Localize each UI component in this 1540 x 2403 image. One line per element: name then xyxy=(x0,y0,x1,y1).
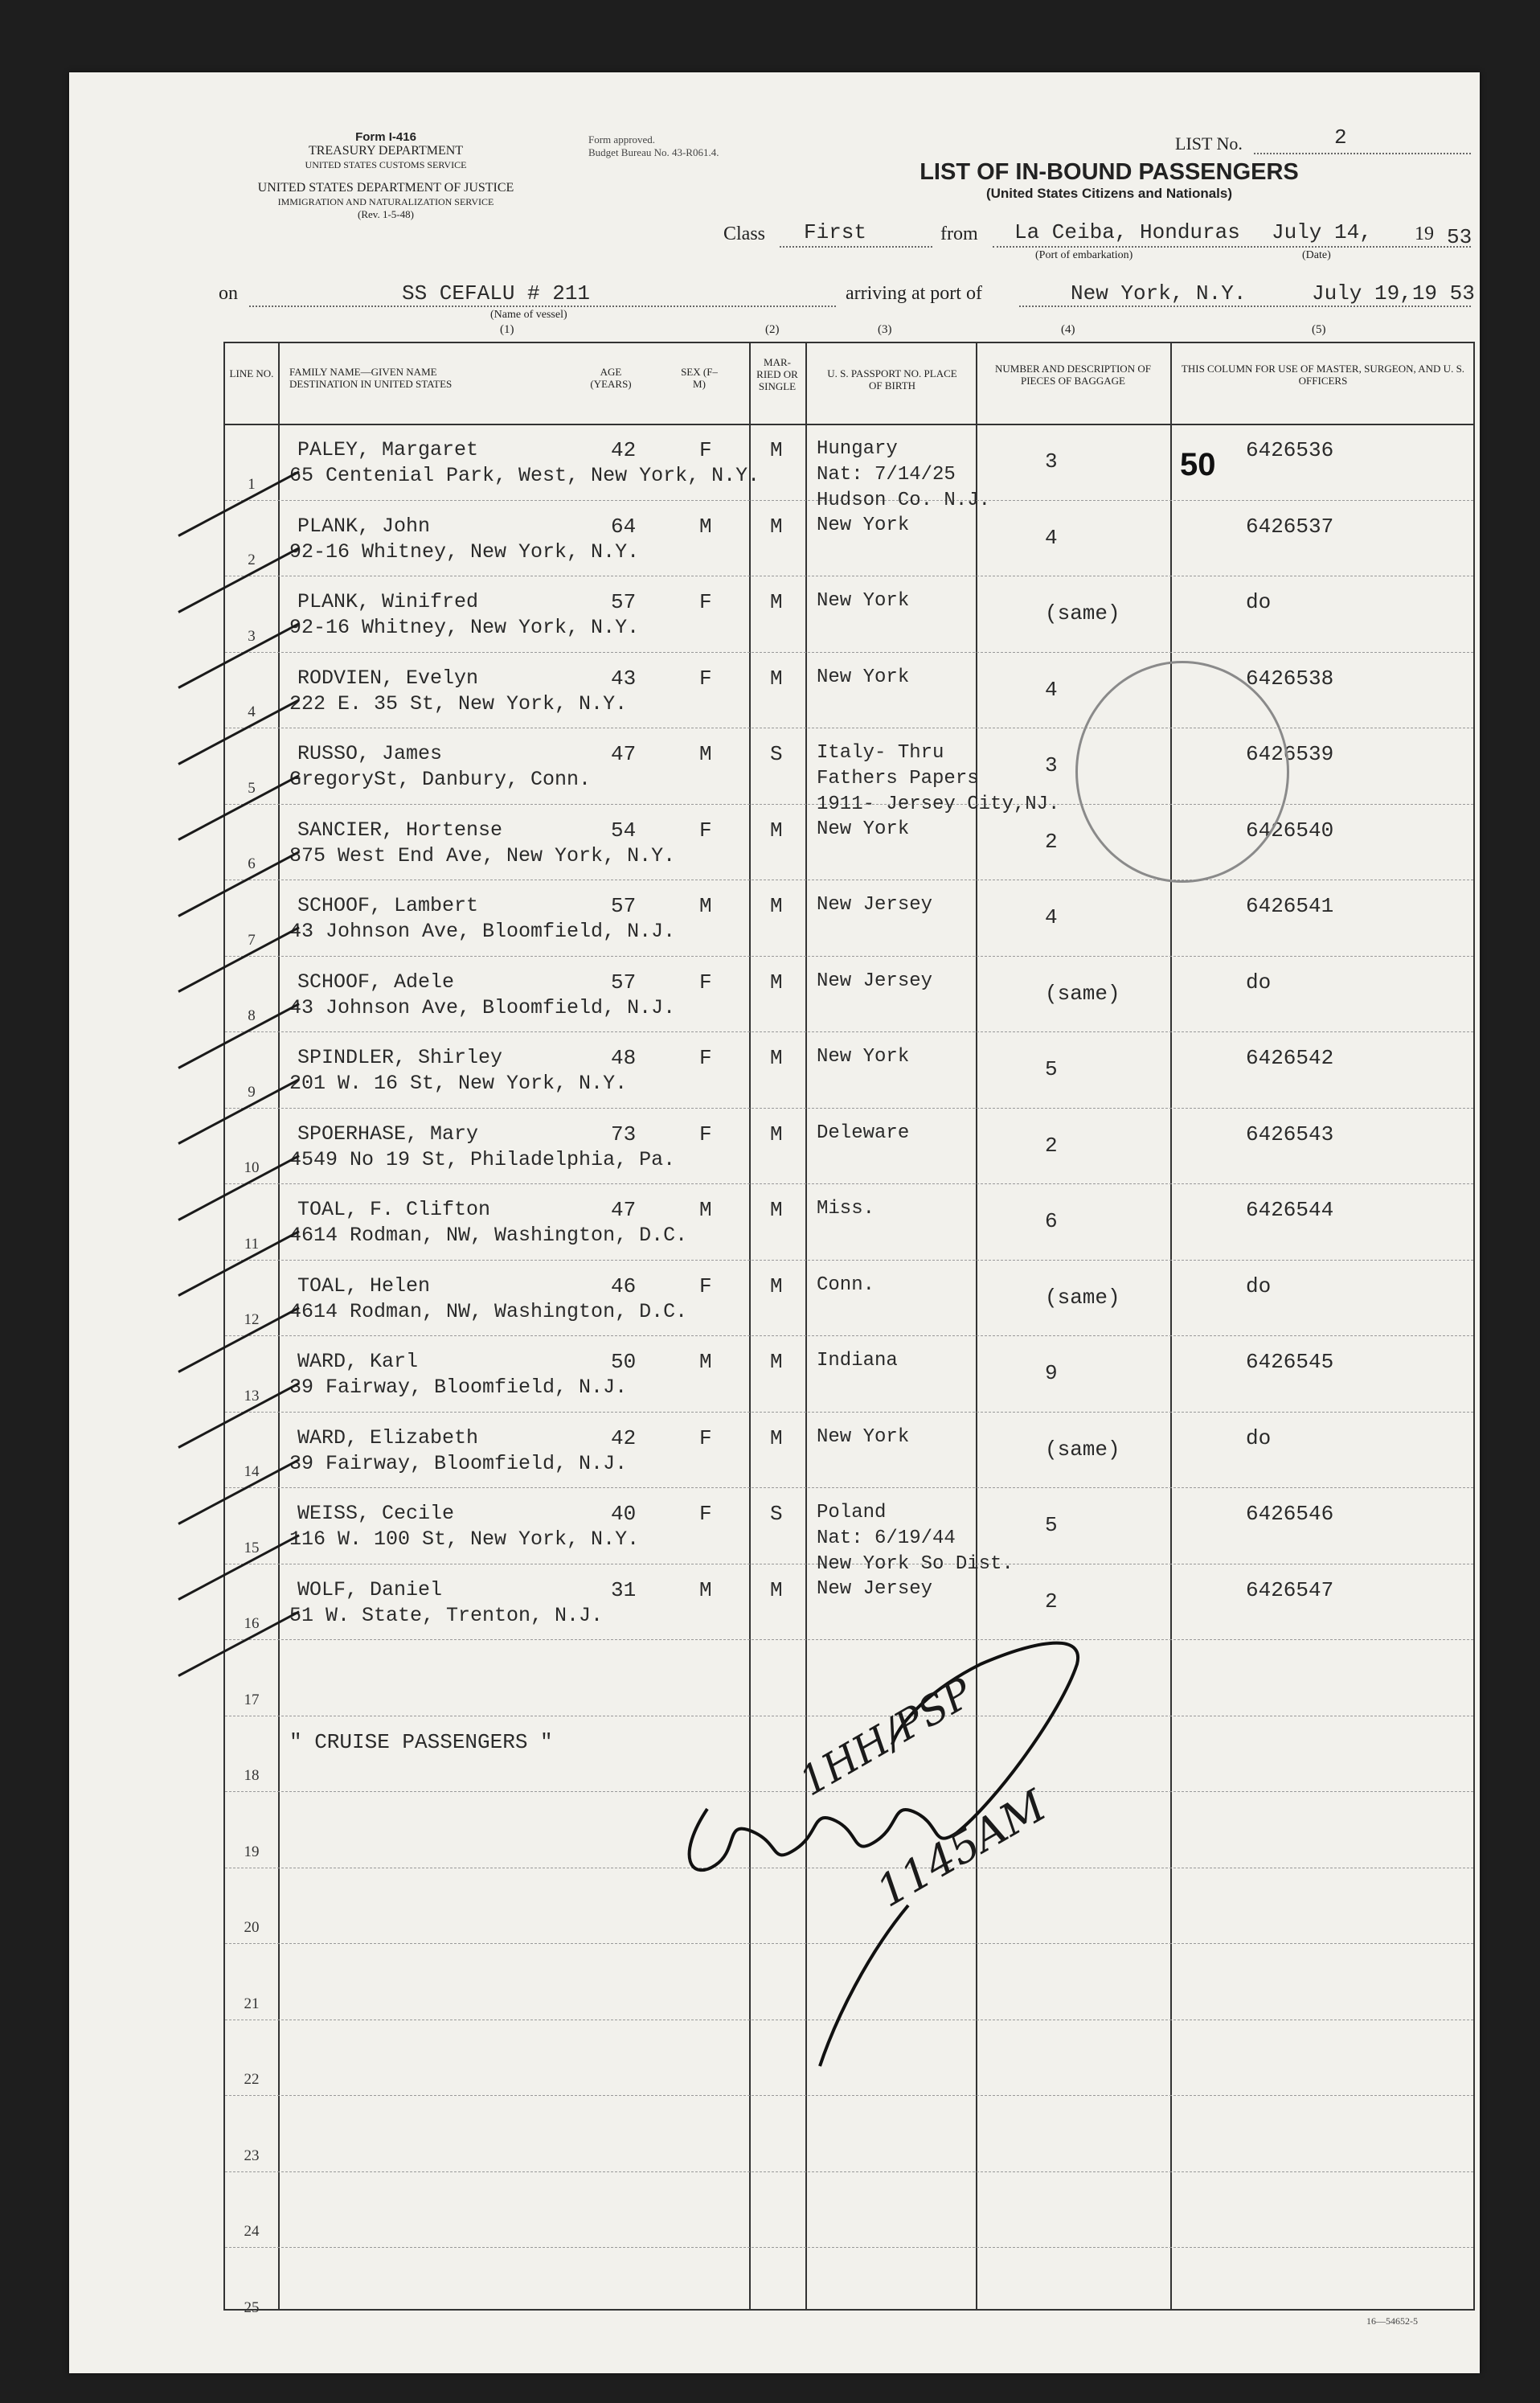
line-number: 20 xyxy=(244,1919,260,1936)
passenger-address: 43 Johnson Ave, Bloomfield, N.J. xyxy=(289,920,676,943)
class-value: First xyxy=(804,220,867,244)
marital-status: M xyxy=(770,894,783,918)
passenger-age: 57 xyxy=(611,894,637,918)
customs-service: UNITED STATES CUSTOMS SERVICE xyxy=(305,159,467,170)
passenger-sex: F xyxy=(699,1502,712,1526)
passenger-name: SPOERHASE, Mary xyxy=(297,1122,479,1146)
passenger-address: 222 E. 35 St, New York, N.Y. xyxy=(289,691,628,716)
birth-place: New York xyxy=(817,666,910,688)
revision: (Rev. 1-5-48) xyxy=(358,208,414,220)
list-no-label: LIST No. xyxy=(1175,133,1243,154)
table-row xyxy=(225,1502,1473,1578)
line-number: 4 xyxy=(248,703,256,720)
marital-status: M xyxy=(770,1122,783,1146)
handwritten-note-1: 1HH/PSP xyxy=(792,1669,981,1806)
birth-detail-2: Hudson Co. N.J. xyxy=(817,490,991,511)
line-number: 23 xyxy=(244,2147,260,2164)
baggage-count: 6 xyxy=(1045,1209,1058,1233)
signature-scribble xyxy=(659,1616,1141,2082)
table-row xyxy=(225,1046,1473,1122)
passenger-sex: F xyxy=(699,438,712,462)
port-embark-caption: (Port of embarkation) xyxy=(1035,249,1133,261)
birth-place: New Jersey xyxy=(817,1577,933,1600)
passenger-sex: M xyxy=(699,1198,712,1222)
line-number: 19 xyxy=(244,1843,260,1860)
birth-place: New Jersey xyxy=(817,970,933,992)
passenger-age: 47 xyxy=(611,1198,637,1222)
passenger-age: 48 xyxy=(611,1046,637,1070)
officer-code: do xyxy=(1246,1273,1272,1298)
passenger-address: 4614 Rodman, NW, Washington, D.C. xyxy=(289,1299,688,1323)
inspection-stamp xyxy=(1075,661,1289,883)
officer-code: 6426545 xyxy=(1246,1350,1334,1374)
passenger-address: 92-16 Whitney, New York, N.Y. xyxy=(289,616,640,639)
passenger-name: RUSSO, James xyxy=(297,742,443,765)
baggage-count: (same) xyxy=(1045,1437,1120,1462)
line-number: 16 xyxy=(244,1615,260,1632)
birth-place: Miss. xyxy=(817,1198,875,1220)
table-row xyxy=(225,515,1473,591)
passenger-sex: M xyxy=(699,1577,712,1602)
justice-department: UNITED STATES DEPARTMENT OF JUSTICE xyxy=(257,181,514,195)
vessel-line xyxy=(249,306,836,307)
marital-status: M xyxy=(770,1046,783,1070)
passenger-sex: F xyxy=(699,818,712,843)
passenger-address: GregorySt, Danbury, Conn. xyxy=(289,768,592,791)
passenger-sex: M xyxy=(699,894,712,918)
line-number: 14 xyxy=(244,1463,260,1480)
row-divider xyxy=(225,2095,1473,2096)
passenger-name: SCHOOF, Adele xyxy=(297,970,455,994)
embark-year: 53 xyxy=(1447,225,1472,249)
officer-code: 6426542 xyxy=(1246,1046,1334,1070)
marital-status: M xyxy=(770,1425,783,1450)
table-row xyxy=(225,438,1473,515)
col-num-1: (1) xyxy=(500,323,514,336)
birth-place: New York xyxy=(817,1046,910,1068)
passenger-name: WARD, Elizabeth xyxy=(297,1425,479,1450)
subtitle: (United States Citizens and Nationals) xyxy=(985,186,1233,201)
birth-place: Indiana xyxy=(817,1350,898,1372)
baggage-count: 4 xyxy=(1045,905,1058,929)
passenger-name: RODVIEN, Evelyn xyxy=(297,666,479,690)
birth-place: New York xyxy=(817,818,910,840)
arrival-date: July 19,19 53 xyxy=(1312,281,1475,306)
passenger-sex: F xyxy=(699,970,712,994)
passenger-address: 51 W. State, Trenton, N.J. xyxy=(289,1603,604,1627)
officer-code: do xyxy=(1246,590,1272,614)
passenger-sex: M xyxy=(699,1350,712,1374)
row-divider xyxy=(225,2171,1473,2172)
baggage-count: (same) xyxy=(1045,981,1120,1006)
officer-code: 6426544 xyxy=(1246,1198,1334,1222)
table-row xyxy=(225,590,1473,666)
title: LIST OF IN-BOUND PASSENGERS xyxy=(919,159,1299,185)
table-row xyxy=(225,1426,1473,1503)
passenger-name: SPINDLER, Shirley xyxy=(297,1046,503,1069)
line-number: 6 xyxy=(248,855,256,872)
passenger-address: 4549 No 19 St, Philadelphia, Pa. xyxy=(289,1147,676,1171)
passenger-address: 875 West End Ave, New York, N.Y. xyxy=(289,843,676,867)
birth-detail: Fathers Papers xyxy=(817,768,979,789)
passenger-sex: F xyxy=(699,1425,712,1450)
col-num-2: (2) xyxy=(765,323,780,336)
officer-code: do xyxy=(1246,1425,1272,1450)
table-row xyxy=(225,1350,1473,1426)
birth-place: New Jersey xyxy=(817,894,933,916)
line-number: 3 xyxy=(248,627,256,645)
line-number: 2 xyxy=(248,552,256,568)
baggage-count: 9 xyxy=(1045,1361,1058,1385)
table-row xyxy=(225,970,1473,1047)
marital-status: M xyxy=(770,514,783,539)
passenger-age: 43 xyxy=(611,666,637,691)
line-number: 13 xyxy=(244,1387,260,1404)
passenger-sex: F xyxy=(699,590,712,614)
immigration-service: IMMIGRATION AND NATURALIZATION SERVICE xyxy=(277,196,494,207)
passenger-name: WOLF, Daniel xyxy=(297,1577,443,1601)
birth-detail-2: 1911- Jersey City,NJ. xyxy=(817,793,1060,815)
col-header-name xyxy=(289,366,498,390)
from-line xyxy=(993,246,1471,248)
line-number: 8 xyxy=(248,1007,256,1024)
marital-status: M xyxy=(770,970,783,994)
form-header-left xyxy=(201,130,571,221)
table-row xyxy=(225,1274,1473,1351)
birth-place: Italy- Thru xyxy=(817,742,944,764)
baggage-count: 4 xyxy=(1045,525,1058,550)
line-number: 1 xyxy=(248,475,256,493)
col-header-age: AGE (YEARS) xyxy=(590,366,632,390)
passenger-name: PLANK, Winifred xyxy=(297,590,479,613)
baggage-count: 2 xyxy=(1045,1133,1058,1158)
passenger-address: 39 Fairway, Bloomfield, N.J. xyxy=(289,1376,628,1399)
count-mark: 50 xyxy=(1180,447,1216,482)
budget-bureau: Budget Bureau No. 43-R061.4. xyxy=(588,146,719,158)
passenger-age: 31 xyxy=(611,1577,637,1602)
passenger-address: 39 Fairway, Bloomfield, N.J. xyxy=(289,1451,628,1475)
arrival-line xyxy=(1019,306,1471,307)
col-num-5: (5) xyxy=(1312,323,1326,336)
col-num-3: (3) xyxy=(878,323,892,336)
class-line xyxy=(780,246,932,248)
baggage-count: 3 xyxy=(1045,449,1058,474)
birth-place: New York xyxy=(817,514,910,536)
passenger-address: 65 Centenial Park, West, New York, N.Y. xyxy=(289,464,760,487)
passenger-sex: M xyxy=(699,514,712,539)
line-number: 25 xyxy=(244,2298,260,2316)
form-number: Form I-416 xyxy=(355,130,416,144)
marital-status: M xyxy=(770,1273,783,1298)
passenger-sex: F xyxy=(699,1273,712,1298)
footer-code: 16—54652-5 xyxy=(1366,2315,1418,2327)
baggage-count: 5 xyxy=(1045,1057,1058,1081)
table-row xyxy=(225,894,1473,970)
marital-status: M xyxy=(770,1198,783,1222)
passenger-age: 42 xyxy=(611,438,637,462)
passenger-age: 47 xyxy=(611,742,637,766)
list-no: 2 xyxy=(1334,125,1347,150)
table-row xyxy=(225,1122,1473,1199)
col-header-baggage: NUMBER AND DESCRIPTION OF PIECES OF BAGGAGE xyxy=(995,363,1151,387)
officer-code: 6426539 xyxy=(1246,742,1334,766)
handwritten-note-2: 1145AM xyxy=(868,1780,1055,1917)
marital-status: M xyxy=(770,1577,783,1602)
passenger-name: SANCIER, Hortense xyxy=(297,818,503,842)
officer-code: 6426541 xyxy=(1246,894,1334,918)
officer-code: 6426538 xyxy=(1246,666,1334,691)
arriving-label: arriving at port of xyxy=(846,283,982,304)
line-number: 18 xyxy=(244,1767,260,1784)
passenger-address: 201 W. 16 St, New York, N.Y. xyxy=(289,1072,628,1095)
officer-code: do xyxy=(1246,970,1272,994)
passenger-name: PALEY, Margaret xyxy=(297,438,479,461)
officer-code: 6426540 xyxy=(1246,818,1334,843)
officer-code: 6426536 xyxy=(1246,438,1334,462)
table-row xyxy=(225,1198,1473,1274)
line-number: 22 xyxy=(244,2071,260,2088)
passenger-sex: F xyxy=(699,1122,712,1146)
passenger-age: 42 xyxy=(611,1425,637,1450)
col-header-line-no: LINE NO. xyxy=(229,367,274,379)
passenger-address: 92-16 Whitney, New York, N.Y. xyxy=(289,539,640,564)
date-caption: (Date) xyxy=(1302,249,1331,261)
class-label: Class xyxy=(723,223,766,244)
birth-detail: Nat: 6/19/44 xyxy=(817,1528,956,1549)
passenger-age: 50 xyxy=(611,1350,637,1374)
line-number: 5 xyxy=(248,779,256,797)
baggage-count: 3 xyxy=(1045,753,1058,777)
marital-status: M xyxy=(770,438,783,462)
row-divider xyxy=(225,2247,1473,2248)
col-header-destination: DESTINATION IN UNITED STATES xyxy=(289,378,453,390)
birth-place: Poland xyxy=(817,1502,887,1523)
passenger-age: 57 xyxy=(611,970,637,994)
col-header-officers: THIS COLUMN FOR USE OF MASTER, SURGEON, AND U. S. OFFICERS xyxy=(1181,363,1465,387)
passenger-name: TOAL, F. Clifton xyxy=(297,1198,491,1221)
birth-place: Deleware xyxy=(817,1122,910,1144)
line-number: 12 xyxy=(244,1311,260,1328)
passenger-age: 57 xyxy=(611,590,637,614)
line-number: 17 xyxy=(244,1691,260,1708)
passenger-sex: F xyxy=(699,666,712,691)
officer-code: 6426547 xyxy=(1246,1577,1334,1602)
passenger-name: TOAL, Helen xyxy=(297,1273,431,1298)
passenger-address: 4614 Rodman, NW, Washington, D.C. xyxy=(289,1224,688,1247)
marital-status: S xyxy=(770,1502,783,1526)
table-row xyxy=(225,666,1473,743)
officer-code: 6426543 xyxy=(1246,1122,1334,1146)
on-label: on xyxy=(219,283,238,304)
birth-place: New York xyxy=(817,590,910,612)
officer-code: 6426537 xyxy=(1246,514,1334,539)
passenger-name: WARD, Karl xyxy=(297,1350,419,1373)
passenger-age: 40 xyxy=(611,1502,637,1526)
col-header-married: MAR-RIED OR SINGLE xyxy=(756,356,798,392)
form-approval xyxy=(588,133,719,159)
passenger-name: PLANK, John xyxy=(297,514,431,538)
col-num-4: (4) xyxy=(1061,323,1075,336)
arrival-port: New York, N.Y. xyxy=(1071,281,1247,306)
baggage-count: 5 xyxy=(1045,1513,1058,1537)
col-header-sex: SEX (F–M) xyxy=(681,366,718,390)
embark-date: July 14, xyxy=(1272,220,1372,244)
passenger-name: SCHOOF, Lambert xyxy=(297,894,479,917)
passenger-address: 116 W. 100 St, New York, N.Y. xyxy=(289,1528,640,1551)
line-number: 21 xyxy=(244,1995,260,2012)
baggage-count: (same) xyxy=(1045,1285,1120,1310)
list-no-line xyxy=(1254,153,1471,154)
marital-status: M xyxy=(770,666,783,691)
table-row xyxy=(225,818,1473,895)
passenger-age: 54 xyxy=(611,818,637,843)
form-title xyxy=(884,159,1334,202)
cruise-passengers-note: " CRUISE PASSENGERS " xyxy=(289,1730,553,1754)
baggage-count: 4 xyxy=(1045,677,1058,702)
line-number: 11 xyxy=(244,1235,260,1253)
vessel-name: SS CEFALU # 211 xyxy=(402,281,591,306)
col-header-passport: U. S. PASSPORT NO. PLACE OF BIRTH xyxy=(827,367,957,392)
passenger-age: 64 xyxy=(611,514,637,539)
line-number: 7 xyxy=(248,931,256,949)
col-header-name-text: FAMILY NAME—GIVEN NAME xyxy=(289,366,437,378)
baggage-count: 2 xyxy=(1045,829,1058,854)
form-approved: Form approved. xyxy=(588,133,656,146)
line-number: 15 xyxy=(244,1539,260,1556)
birth-detail-2: New York So Dist. xyxy=(817,1553,1014,1575)
line-number: 24 xyxy=(244,2223,260,2240)
baggage-count: (same) xyxy=(1045,601,1120,625)
year-prefix: 19 xyxy=(1415,223,1434,244)
marital-status: S xyxy=(770,742,783,766)
line-number: 9 xyxy=(248,1083,256,1101)
treasury-department: TREASURY DEPARTMENT xyxy=(308,144,464,158)
passenger-sex: F xyxy=(699,1046,712,1070)
officer-code: 6426546 xyxy=(1246,1502,1334,1526)
port-of-embarkation: La Ceiba, Honduras xyxy=(1014,220,1240,244)
marital-status: M xyxy=(770,590,783,614)
birth-place: Hungary xyxy=(817,438,898,460)
marital-status: M xyxy=(770,1350,783,1374)
passenger-address: 43 Johnson Ave, Bloomfield, N.J. xyxy=(289,995,676,1019)
birth-place: Conn. xyxy=(817,1273,875,1296)
vessel-caption: (Name of vessel) xyxy=(490,309,567,321)
marital-status: M xyxy=(770,818,783,843)
birth-detail: Nat: 7/14/25 xyxy=(817,464,956,486)
birth-place: New York xyxy=(817,1425,910,1448)
passenger-sex: M xyxy=(699,742,712,766)
line-number: 10 xyxy=(244,1159,260,1176)
from-label: from xyxy=(940,223,978,244)
passenger-age: 46 xyxy=(611,1273,637,1298)
baggage-count: 2 xyxy=(1045,1589,1058,1614)
passenger-name: WEISS, Cecile xyxy=(297,1502,455,1525)
passenger-age: 73 xyxy=(611,1122,637,1146)
